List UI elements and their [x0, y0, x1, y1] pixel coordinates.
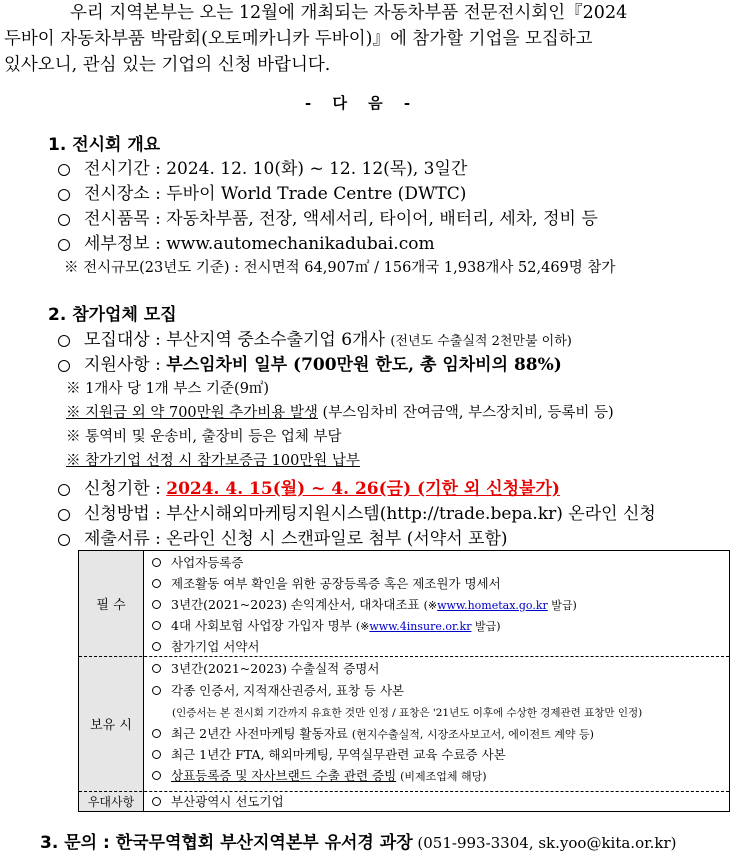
section-2-title: 2. 참가업체 모집	[48, 305, 177, 325]
target-item	[58, 325, 572, 350]
bullet-icon	[58, 360, 70, 372]
bullet-icon	[152, 797, 161, 806]
pref-label: 우대사항	[79, 791, 144, 811]
support-value: 부스임차비 일부 (700만원 한도, 총 임차비의 88%)	[166, 355, 562, 375]
required-label: 필 수	[79, 551, 144, 656]
hold-doc: 최근 2년간 사전마케팅 활동자료	[171, 726, 348, 741]
table-divider	[79, 656, 729, 657]
bullet-icon	[58, 164, 70, 176]
deposit-text: ※ 참가기업 선정 시 참가보증금 100만원 납부	[66, 453, 360, 469]
scale-note: ※ 전시규모(23년도 기준) : 전시면적 64,907㎡ / 156개국 1,938개사 52,469명 참가	[64, 260, 616, 276]
required-doc: 참가기업 서약서	[171, 639, 260, 654]
section-1-item	[58, 179, 466, 204]
bullet-icon	[58, 484, 70, 496]
hold-doc-note: (인증서는 본 전시회 기간까지 유효한 것만 인정 / 표창은 '21년도 이후에 수상한 경제관련 표창만 인정)	[172, 707, 643, 719]
extra-cost-detail: (부스임차비 잔여금액, 부스장치비, 등록비 등)	[317, 405, 614, 421]
bullet-icon	[152, 686, 161, 695]
website-text: 세부정보 : www.automechanikadubai.com	[84, 234, 435, 254]
table-row	[152, 595, 577, 613]
hometax-note-pre: (※	[423, 599, 438, 612]
bullet-icon	[152, 664, 161, 673]
method-item	[58, 499, 656, 524]
bullet-icon	[152, 750, 161, 759]
contact-label: 3. 문의 :	[40, 833, 116, 853]
section-1-title: 1. 전시회 개요	[48, 135, 161, 155]
intro-line-2: 두바이 자동차부품 박람회(오토메카니카 두바이)』에 참가할 기업을 모집하고	[4, 29, 593, 49]
method-text: 신청방법 : 부산시해외마케팅지원시스템(http://trade.bepa.kr) 온라인 신청	[84, 504, 656, 524]
table-row	[152, 637, 260, 655]
products-text: 전시품목 : 자동차부품, 전장, 액세서리, 타이어, 배터리, 세차, 정비 등	[84, 209, 598, 229]
bullet-icon	[58, 509, 70, 521]
intro-line-3: 있사오니, 관심 있는 기업의 신청 바랍니다.	[4, 55, 331, 75]
bullet-icon	[58, 335, 70, 347]
contact-name: 한국무역협회 부산지역본부 유서경 과장	[115, 833, 413, 853]
insure-note-pre: (※	[355, 620, 370, 633]
hold-doc: 상표등록증 및 자사브랜드 수출 관련 증빙	[171, 768, 397, 783]
required-doc: 제조활동 여부 확인을 위한 공장등록증 혹은 제조원가 명세서	[171, 576, 501, 591]
bullet-icon	[152, 579, 161, 588]
target-note: (전년도 수출실적 2천만불 이하)	[390, 334, 572, 349]
table-row	[152, 724, 594, 742]
table-row	[152, 766, 487, 784]
support-note-2	[66, 401, 614, 422]
bullet-icon	[58, 534, 70, 546]
intro-line-1: 우리 지역본부는 오는 12월에 개최되는 자동차부품 전문전시회인『2024	[70, 3, 628, 23]
bullet-icon	[152, 771, 161, 780]
support-label: 지원사항 :	[84, 355, 167, 375]
section-1-item	[58, 229, 435, 254]
table-row	[152, 574, 501, 592]
hold-label: 보유 시	[79, 656, 144, 791]
table-row	[152, 681, 404, 699]
bullet-icon	[58, 189, 70, 201]
support-item	[58, 350, 562, 375]
contact-detail: (051-993-3304, sk.yoo@kita.or.kr)	[412, 834, 677, 852]
table-row	[152, 745, 506, 763]
table-row	[152, 792, 284, 810]
section-1-item	[58, 154, 467, 179]
hold-doc-note: (현지수출실적, 시장조사보고서, 에이전트 계약 등)	[351, 728, 594, 741]
hold-doc: 3년간(2021~2023) 수출실적 증명서	[171, 661, 380, 676]
bullet-icon	[152, 642, 161, 651]
docs-text: 제출서류 : 온라인 신청 시 스캔파일로 첨부 (서약서 포함)	[84, 529, 508, 549]
bullet-icon	[58, 239, 70, 251]
deadline-value: 2024. 4. 15(월) ~ 4. 26(금) (기한 외 신청불가)	[166, 479, 560, 499]
docs-item	[58, 524, 508, 549]
insure-link[interactable]: www.4insure.or.kr	[369, 620, 472, 633]
deadline-label: 신청기한 :	[84, 479, 167, 499]
bullet-icon	[152, 558, 161, 567]
hold-doc: 최근 1년간 FTA, 해외마케팅, 무역실무관련 교육 수료증 사본	[171, 747, 506, 762]
section-1-item	[58, 204, 598, 229]
table-row	[152, 659, 379, 677]
hold-doc-note: (비제조업체 해당)	[400, 770, 487, 783]
required-doc: 4대 사회보험 사업장 가입자 명부	[171, 618, 352, 633]
insure-note-post: 발급)	[471, 620, 501, 633]
bullet-icon	[152, 600, 161, 609]
table-row	[152, 553, 243, 571]
bullet-icon	[152, 621, 161, 630]
notice-heading: - 다 음 -	[305, 94, 419, 112]
support-note-4	[66, 449, 360, 470]
target-text: 모집대상 : 부산지역 중소수출기업 6개사	[84, 330, 385, 350]
hometax-link[interactable]: www.hometax.go.kr	[437, 599, 548, 612]
period-text: 전시기간 : 2024. 12. 10(화) ~ 12. 12(목), 3일간	[84, 159, 468, 179]
extra-cost-text: ※ 지원금 외 약 700만원 추가비용 발생	[66, 405, 318, 421]
bullet-icon	[152, 729, 161, 738]
bullet-icon	[58, 214, 70, 226]
table-row	[152, 616, 501, 634]
support-note-3: ※ 통역비 및 운송비, 출장비 등은 업체 부담	[66, 429, 342, 445]
deadline-item	[58, 474, 560, 499]
hold-doc: 각종 인증서, 지적재산권증서, 표창 등 사본	[171, 683, 405, 698]
contact-line	[40, 828, 677, 853]
required-doc: 사업자등록증	[171, 555, 244, 570]
required-doc: 3년간(2021~2023) 손익계산서, 대차대조표	[171, 597, 420, 612]
venue-text: 전시장소 : 두바이 World Trade Centre (DWTC)	[84, 184, 467, 204]
hometax-note-post: 발급)	[547, 599, 577, 612]
pref-doc: 부산광역시 선도기업	[171, 794, 284, 809]
support-note-1: ※ 1개사 당 1개 부스 기준(9㎡)	[66, 381, 270, 397]
